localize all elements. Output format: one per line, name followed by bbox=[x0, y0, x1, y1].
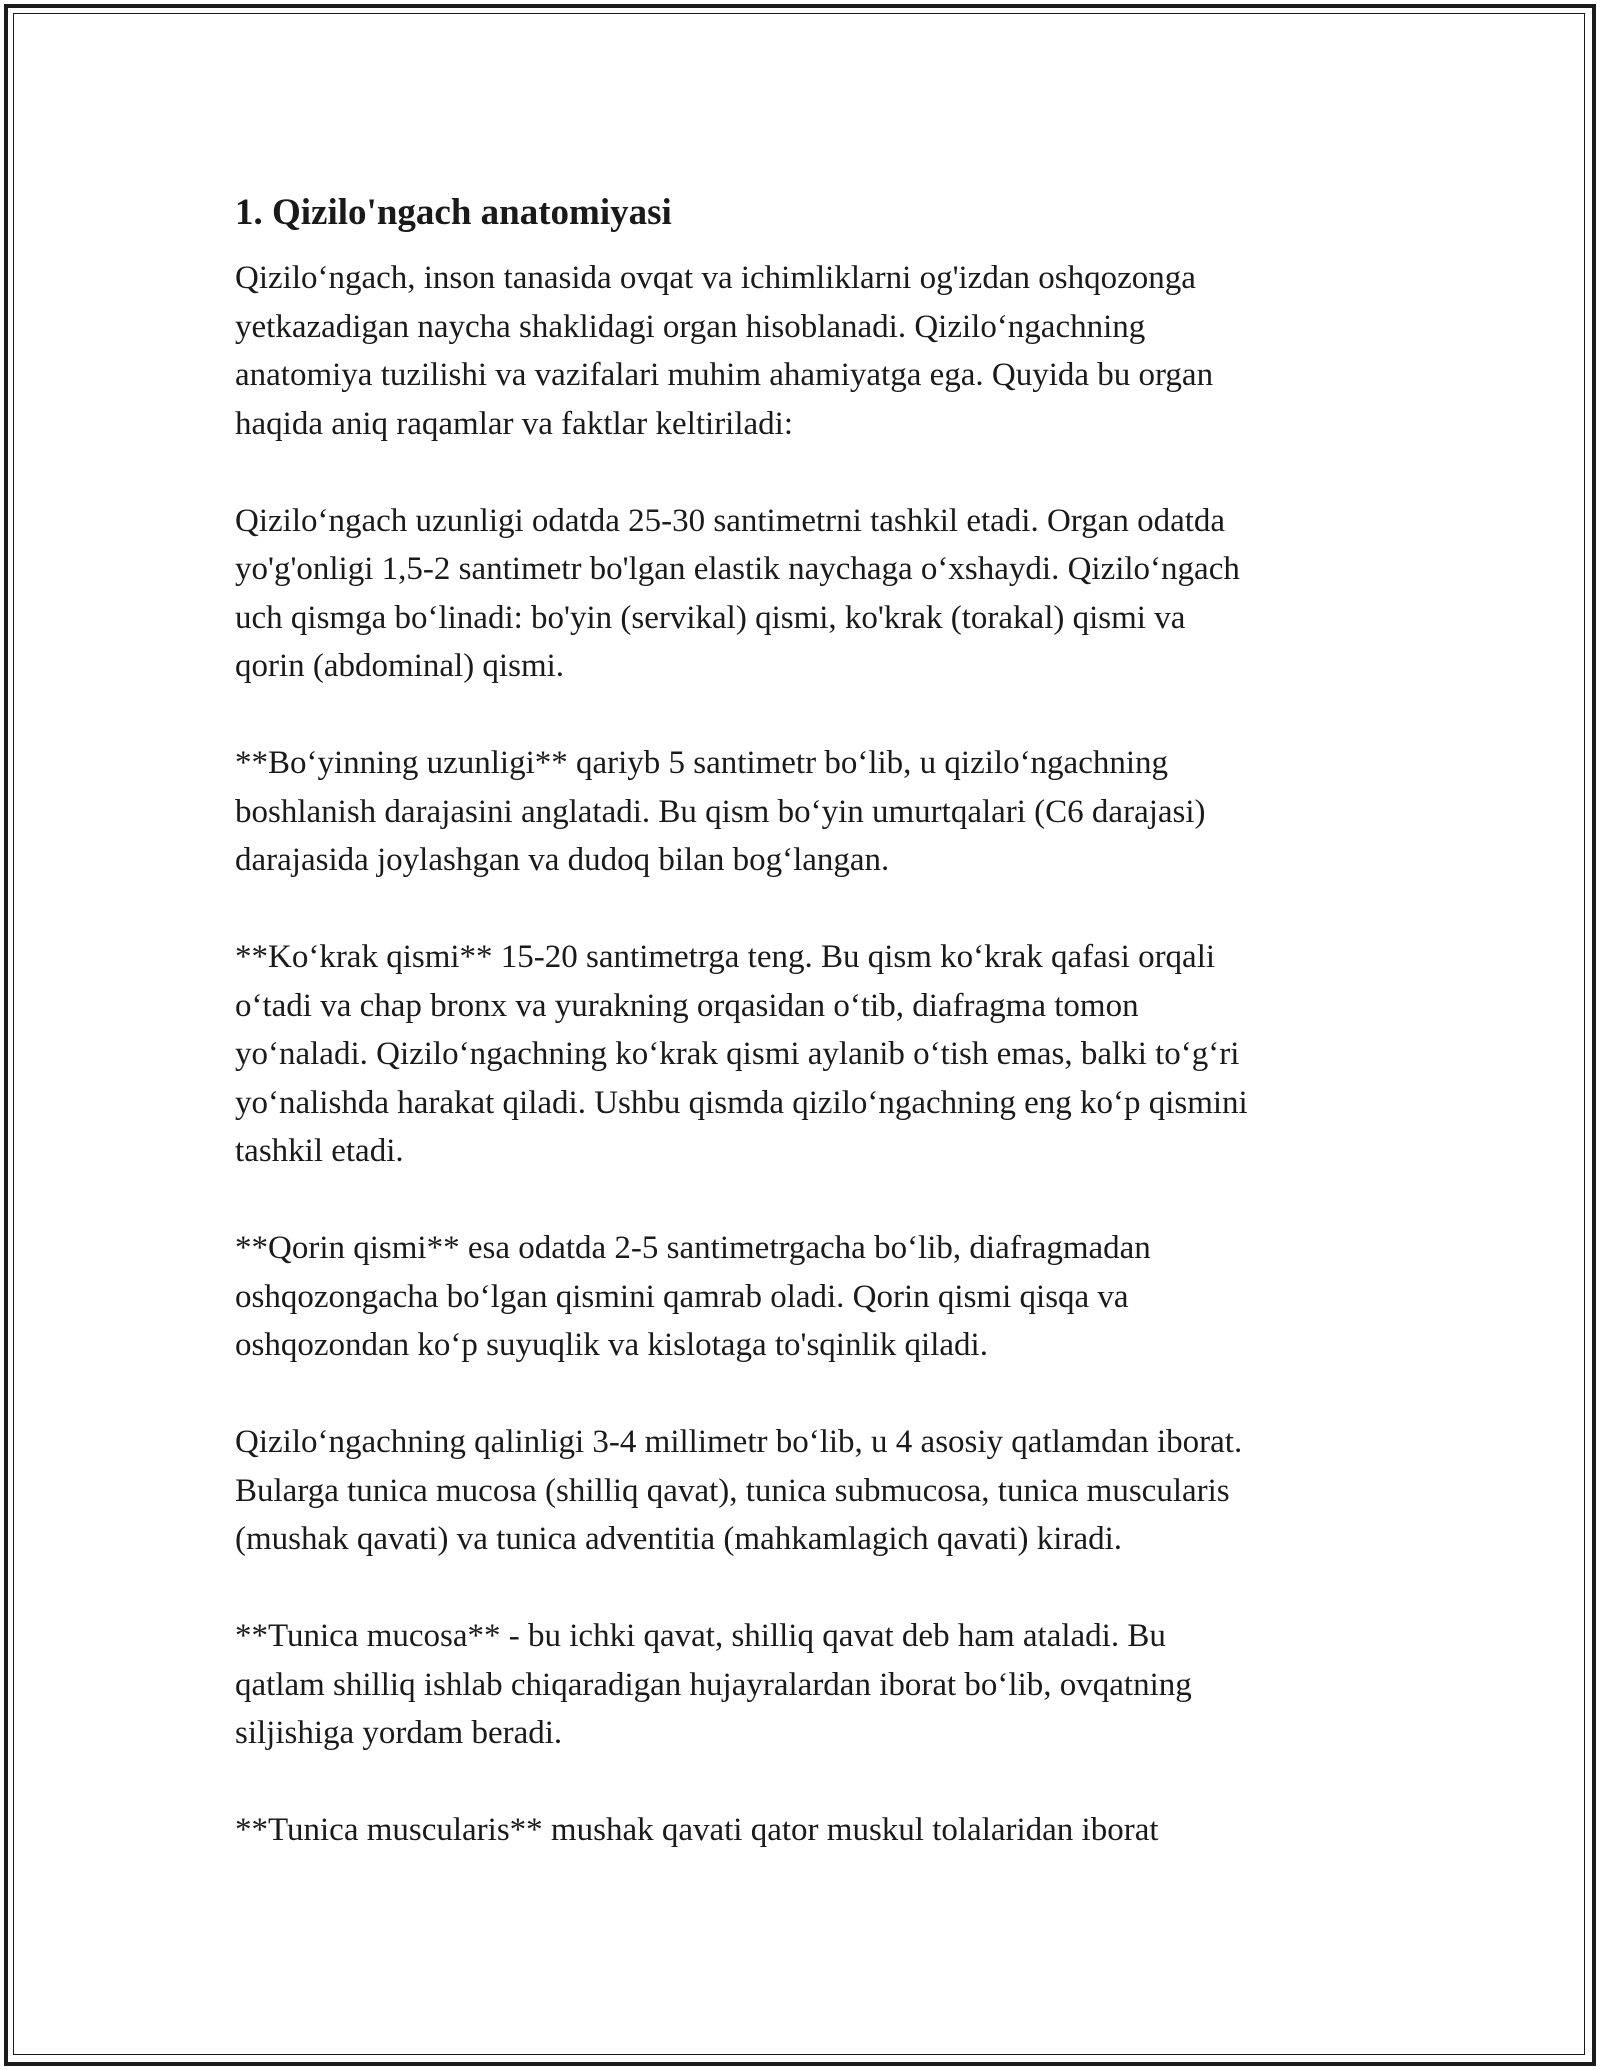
text-line: (mushak qavati) va tunica adventitia (mahkamlagich qavati) kiradi. bbox=[235, 1521, 1123, 1557]
text-line: **Qorin qismi** esa odatda 2-5 santimetrgacha bo‘lib, diafragmadan bbox=[235, 1230, 1151, 1266]
text-line: Qizilo‘ngach uzunligi odatda 25-30 santimetrni tashkil etadi. Organ odatda bbox=[235, 502, 1226, 539]
text-line: yo‘naladi. Qizilo‘ngachning ko‘krak qismi aylanib o‘tish emas, balki to‘g‘ri bbox=[235, 1036, 1240, 1072]
text-line: anatomiya tuzilishi va vazifalari muhim ahamiyatga ega. Quyida bu organ bbox=[235, 357, 1214, 393]
text-line: yetkazadigan naycha shaklidagi organ hisoblanadi. Qizilo‘ngachning bbox=[235, 308, 1146, 345]
paragraph-abdominal bbox=[235, 1224, 1375, 1370]
text-line: Qizilo‘ngachning qalinligi 3-4 millimetr bo‘lib, u 4 asosiy qatlamdan iborat. bbox=[235, 1424, 1243, 1460]
text-line: uch qismga bo‘linadi: bo'yin (servikal) qismi, ko'krak (torakal) qismi va bbox=[235, 599, 1186, 636]
text-line: tashkil etadi. bbox=[235, 1133, 404, 1169]
text-line: o‘tadi va chap bronx va yurakning orqasidan o‘tib, diafragma tomon bbox=[235, 987, 1139, 1024]
text-line: oshqozondan ko‘p suyuqlik va kislotaga to'sqinlik qiladi. bbox=[235, 1327, 988, 1363]
text-line: qorin (abdominal) qismi. bbox=[235, 648, 565, 684]
text-line: **Tunica mucosa** - bu ichki qavat, shilliq qavat deb ham ataladi. Bu bbox=[235, 1618, 1166, 1654]
text-line: Qizilo‘ngach, inson tanasida ovqat va ichimliklarni og'izdan oshqozonga bbox=[235, 260, 1196, 296]
text-line: qatlam shilliq ishlab chiqaradigan hujayralardan iborat bo‘lib, ovqatning bbox=[235, 1666, 1192, 1703]
paragraph-intro bbox=[235, 254, 1375, 448]
paragraph-mucosa bbox=[235, 1612, 1375, 1758]
text-line: oshqozongacha bo‘lgan qismini qamrab oladi. Qorin qismi qisqa va bbox=[235, 1278, 1129, 1315]
document-page bbox=[235, 188, 1375, 1903]
text-line: yo'g'onligi 1,5-2 santimetr bo'lgan elastik naychaga o‘xshaydi. Qizilo‘ngach bbox=[235, 551, 1240, 587]
document-title: 1. Qizilo'ngach anatomiyasi bbox=[235, 192, 672, 233]
text-line: **Bo‘yinning uzunligi** qariyb 5 santimetr bo‘lib, u qizilo‘ngachning bbox=[235, 745, 1169, 781]
text-line: Bularga tunica mucosa (shilliq qavat), tunica submucosa, tunica muscularis bbox=[235, 1472, 1230, 1509]
paragraph-length bbox=[235, 497, 1375, 691]
paragraph-muscularis bbox=[235, 1806, 1375, 1855]
text-line: **Ko‘krak qismi** 15-20 santimetrga teng. Bu qism ko‘krak qafasi orqali bbox=[235, 939, 1216, 975]
text-line: siljishiga yordam beradi. bbox=[235, 1715, 563, 1751]
text-line: boshlanish darajasini anglatadi. Bu qism bo‘yin umurtqalari (C6 darajasi) bbox=[235, 793, 1206, 830]
text-line: **Tunica muscularis** mushak qavati qator muskul tolalaridan iborat bbox=[235, 1812, 1159, 1848]
text-line: darajasida joylashgan va dudoq bilan bog‘langan. bbox=[235, 842, 890, 878]
paragraph-layers bbox=[235, 1418, 1375, 1564]
paragraph-thoracic bbox=[235, 933, 1375, 1176]
paragraph-cervical bbox=[235, 739, 1375, 885]
text-line: haqida aniq raqamlar va faktlar keltiriladi: bbox=[235, 405, 794, 442]
text-line: yo‘nalishda harakat qiladi. Ushbu qismda qizilo‘ngachning eng ko‘p qismini bbox=[235, 1084, 1248, 1121]
